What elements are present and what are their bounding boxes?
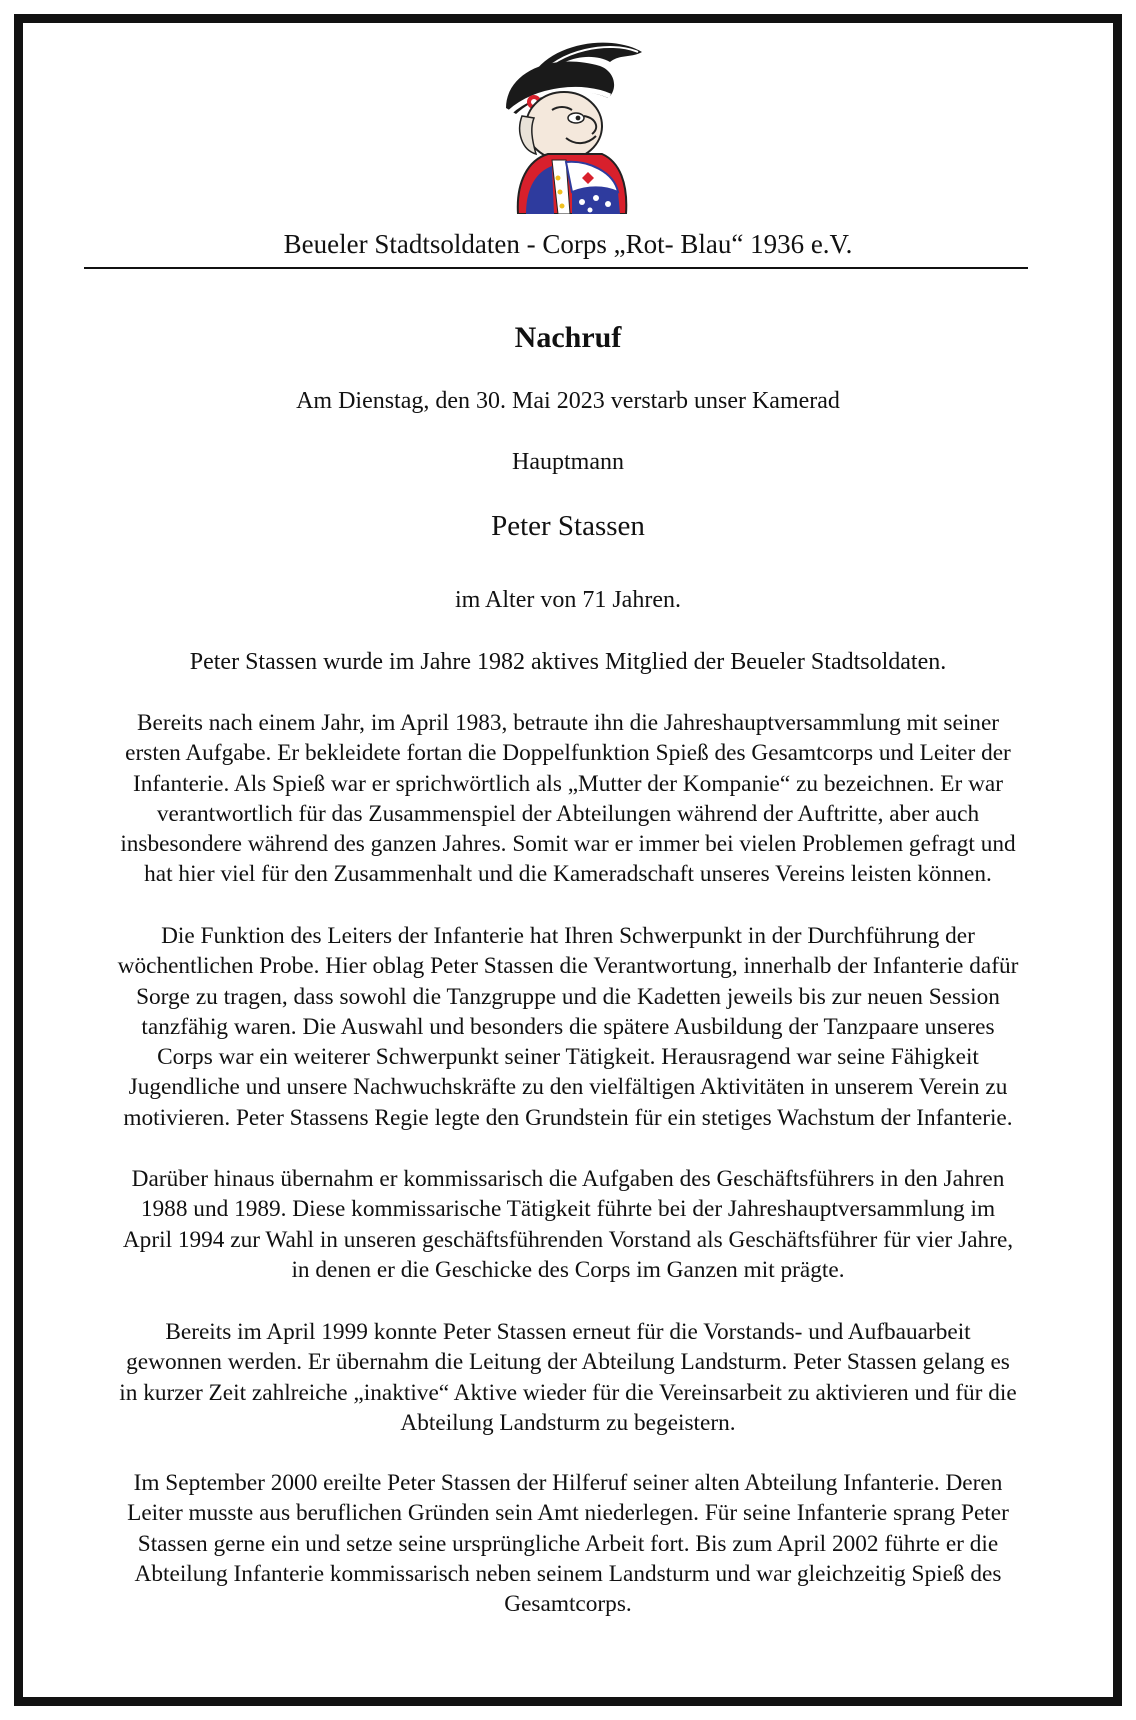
biography-paragraph — [40, 921, 1096, 1133]
paragraph-line: Gesamtcorps. — [504, 1591, 632, 1618]
biography-paragraph — [40, 1468, 1096, 1619]
paragraph-line: Bereits im April 1999 konnte Peter Stassen erneut für die Vorstands- und Aufbauarbeit — [165, 1319, 971, 1345]
paragraph-line: wöchentlichen Probe. Hier oblag Peter Stassen die Verantwortung, innerhalb der Infanterie dafür — [117, 953, 1019, 980]
paragraph-line: April 1994 zur Wahl in unseren geschäftsführenden Vorstand als Geschäftsführer für vier Jahre, — [122, 1226, 1014, 1253]
deceased-rank: Hauptmann — [512, 449, 624, 475]
paragraph-line: Corps war ein weiterer Schwerpunkt seiner Tätigkeit. Herausragend war seine Fähigkeit — [157, 1044, 979, 1071]
biography-paragraph — [40, 1317, 1096, 1438]
deceased-age: im Alter von 71 Jahren. — [455, 587, 681, 613]
paragraph-line: in kurzer Zeit zahlreiche „inaktive“ Aktive wieder für die Vereinsarbeit zu aktivieren und für die — [119, 1379, 1017, 1406]
membership-start: Peter Stassen wurde im Jahre 1982 aktives Mitglied der Beueler Stadtsoldaten. — [189, 649, 947, 675]
paragraph-line: Darüber hinaus übernahm er kommissarisch die Aufgaben des Geschäftsführers in den Jahren — [131, 1166, 1005, 1192]
paragraph-line: Sorge zu tragen, dass sowohl die Tanzgruppe und die Kadetten jeweils bis zur neuen Session — [136, 983, 1000, 1010]
paragraph-line: Die Funktion des Leiters der Infanterie hat Ihren Schwerpunkt in der Durchführung der — [161, 923, 975, 949]
paragraph-line: in denen er die Geschicke des Corps im Ganzen mit prägte. — [291, 1256, 845, 1283]
deceased-name: Peter Stassen — [491, 510, 645, 542]
paragraph-line: Im September 2000 ereilte Peter Stassen der Hilferuf seiner alten Abteilung Infanterie. Deren — [133, 1470, 1003, 1496]
death-announcement: Am Dienstag, den 30. Mai 2023 verstarb unser Kamerad — [296, 388, 840, 414]
club-name: Beueler Stadtsoldaten - Corps „Rot- Blau“ 1936 e.V. — [283, 229, 853, 259]
biography-paragraph — [40, 708, 1096, 890]
paragraph-line: Jugendliche und unsere Nachwuchskräfte zu den vielfältigen Aktivitäten in unserem Verein zu — [128, 1074, 1008, 1101]
paragraph-line: hat hier viel für den Zusammenhalt und die Kameradschaft unseres Vereins leisten können. — [144, 861, 992, 888]
paragraph-line: motivieren. Peter Stassens Regie legte den Grundstein für ein stetiges Wachstum der Infanterie. — [123, 1104, 1013, 1131]
paragraph-line: Abteilung Landsturm zu begeistern. — [400, 1409, 736, 1436]
paragraph-line: 1988 und 1989. Diese kommissarische Tätigkeit führte bei der Jahreshauptversammlung im — [140, 1196, 996, 1223]
paragraph-line: tanzfähig waren. Die Auswahl und besonders die spätere Ausbildung der Tanzpaare unseres — [141, 1013, 995, 1040]
paragraph-line: Abteilung Infanterie kommissarisch neben seinem Landsturm und war gleichzeitig Spieß des — [134, 1560, 1002, 1587]
paragraph-line: ersten Aufgabe. Er bekleidete fortan die Doppelfunktion Spieß des Gesamtcorps und Leiter der — [125, 740, 1011, 767]
paragraph-line: verantwortlich für das Zusammenspiel der Abteilungen während der Auftritte, aber auch — [156, 800, 980, 827]
obituary-title: Nachruf — [514, 321, 622, 354]
paragraph-line: Infanterie. Als Spieß war er sprichwörtlich als „Mutter der Kompanie“ zu bezeichnen. Er war — [132, 770, 1004, 797]
paragraph-line: Stassen gerne ein und setze seine ursprüngliche Arbeit fort. Bis zum April 2002 führte er die — [137, 1530, 999, 1557]
paragraph-line: insbesondere während des ganzen Jahres. Somit war er immer bei vielen Problemen gefragt und — [120, 831, 1016, 858]
header-divider — [84, 267, 1028, 269]
paragraph-line: gewonnen werden. Er übernahm die Leitung der Abteilung Landsturm. Peter Stassen gelang es — [126, 1349, 1010, 1376]
paragraph-line: Bereits nach einem Jahr, im April 1983, betraute ihn die Jahreshauptversammlung mit seiner — [136, 710, 1000, 736]
paragraph-line: Leiter musste aus beruflichen Gründen sein Amt niederlegen. Für seine Infanterie sprang Peter — [127, 1500, 1009, 1527]
biography-paragraph — [40, 1164, 1096, 1285]
corps-mascot-logo — [492, 32, 642, 214]
